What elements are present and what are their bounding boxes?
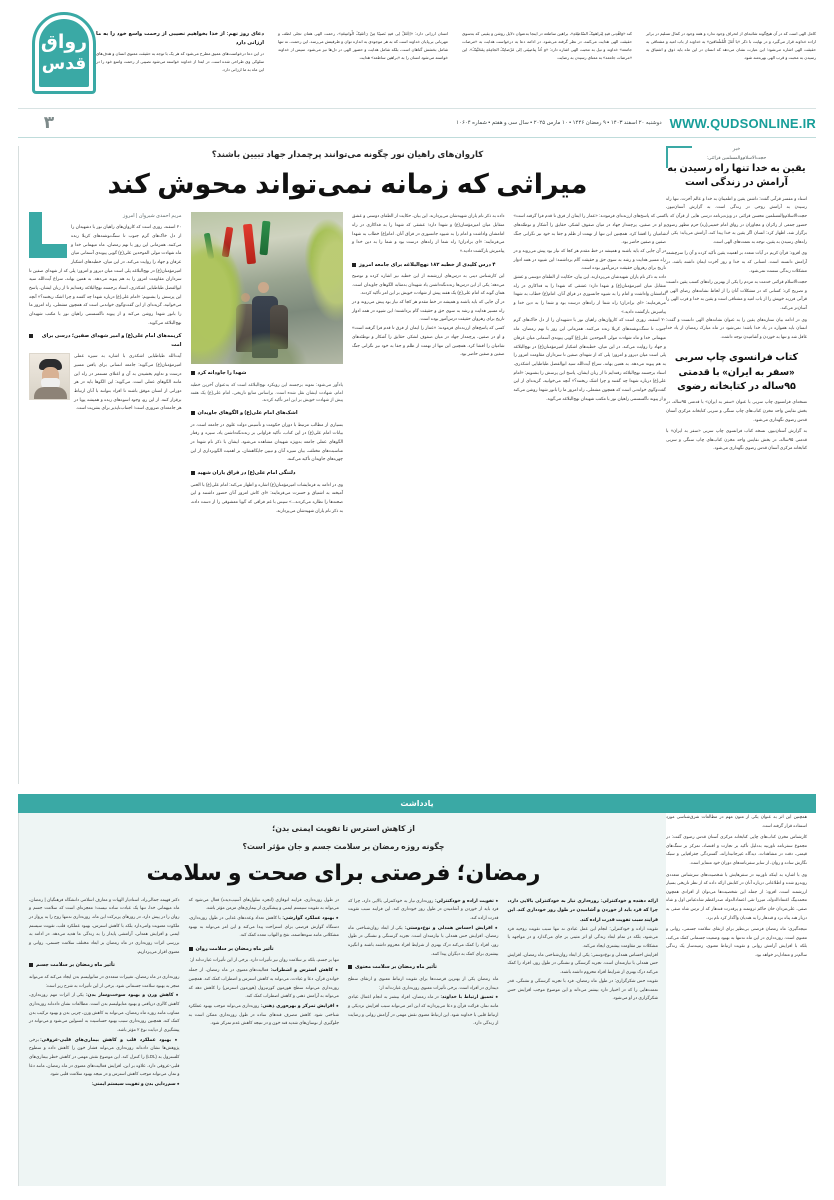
bullet-item (348, 896, 499, 923)
drop-cap-icon (29, 212, 67, 258)
story-bottom-paragraph: تقویت حس شکرگزاری: در طول ماه رمضان، فرد با تجربه گرسنگی و تشنگی، قدر نعمت‌هایی را که در اختیار دارد بیشتر می‌داند و این موضوع موجب افزایش حس شکرگزاری در او می‌شود. (507, 977, 658, 1001)
brief-paragraph: استاد و مفسر قرآنی گفت: داشتن یقین و اطمینان به خدا و عالم آخرت، تنها راه رسیدن به آرامش روحی در زندگی است. به گزارش آستان‌نیوز، حجت‌الاسلام‌والمسلمین محسن قرائتی در ویژه‌برنامه درسی هایی از قرآن که با حضور جمعی از زائران و مجاوران در رواق امام خمینی(ره) حرم مطهر رضوی برگزار شد، اظهار کرد: انسان اگر یقین به خدا پیدا کند، آرامش می‌یابد؛ یکی از راه‌های رسیدن به یقین، توجه به نعمت‌های الهی است. (666, 195, 807, 244)
brief-paragraph: به گزارش آستان‌نیوز، نسخه کتاب فرانسوی چاپ سربی «سفر به ایران» با قدمتی ۹۵ساله، در بخش نفایس واحد مخزن کتاب‌های چاپ سنگی و سربی کتابخانه مرکزی آستان قدس رضوی نگهداری می‌شود. (666, 428, 807, 451)
brief-paragraph: همچنین این اثر به عنوان یکی از متون مهم در مطالعات شرق‌شناسی مورد استفاده قرار گرفته است. (666, 814, 807, 828)
bullet-text: روزه‌داری می‌تواند موجب بهبود عملکرد شناختی شود. کاهش مصرف قندهای ساده در طول روزه‌داری ممکن است به جلوگیری از نوسان‌های شدید قند خون و در نتیجه کاهش عدم تمرکز شود. (188, 1002, 339, 1026)
story-top-body: کسی که پاسخ‌های ارزنده‌ای فرمودند: «عمار را ایمان از فرق تا قدم فرا گرفته است» و او در صفین، پرچمدار جهاد در میان صفوف لشکر، حقایق را آشکار و توطئه‌های شامیان را افشا کرد. همچنین ابن تنها از تهمت از ظلم و جفا به خود نیز نگرانی جنگ صفین و صفین حاضر بود. (352, 325, 505, 357)
bullet-item (189, 913, 340, 940)
square-bullet-icon (352, 263, 356, 267)
story-photo (191, 212, 344, 364)
round-bullet-icon: ● (335, 967, 340, 973)
subhead-intro: ماه رمضان یکی از بهترین فرصت‌ها برای تقویت ارتباط معنوی و ارتقای سطح دینداری در افراد است. برخی تأثیرات معنوی روزه‌داری عبارت‌اند از: (348, 975, 499, 990)
round-bullet-icon: ● (335, 1002, 339, 1008)
bullet-item (29, 1079, 180, 1089)
story-subhead (29, 332, 182, 349)
round-bullet-icon: ● (494, 924, 499, 930)
section-bar-label: یادداشت (400, 799, 434, 808)
subhead-intro: تنها بر جسم، بلکه بر سلامت روان نیز تأثیرات دارد. برخی از این تأثیرات عبارت‌اند از: (189, 957, 339, 963)
story-bottom (18, 813, 666, 1186)
story-top-lead: ۲۰ اسفند، روزی است که کاروان‌های راهیان نور با دشهیدان را از دل خاک‌های گرم جنوب تا سنگ‌نوشته‌های کربلا زنده می‌کنند. همزمانی این روز با نهم رمضان، ماه میهمانی خدا و ماه شهادت مولی الموحدین علی(ع) گویی پیوندی آسمانی میان عرفان و جهاد را روایت می‌کند. در این میان، خطبه‌های اشکبار امیرمؤمنان(ع) در نهج‌البلاغه پلی است میان دیروز و امروز؛ پلی که از شهدای صفین تا سرداران مقاومت امروز را به هم پیوند می‌دهد. به همین بهانه، سراغ آیت‌الله سید ابوالفضل طباطبایی اشکذری، استاد برجسته نهج‌البلاغه رفته‌ایم تا از زبان ایشان، پاسخ این پرسش را بشنویم: «امام علی(ع) درباره شهدا چه گفتند و چرا اشک ریختند؟» آنچه می‌خوانید، گزیده‌ای از این گفت‌وگوی خواندنی است که همچون مشعلی، راه امروز ما را بانور شهدا روشن می‌کند و از پیوند ناگسستنی راهیان نور با مکتب شهیدان نهج‌البلاغه می‌گوید. (29, 224, 182, 325)
story-top-body: داده به ذکر نام یاران شهیدشان می‌پردازند. این بیان، حکایت از الطفای دوستی و عشق متقابل میان امیرمؤمنان(ع) و شهدا دارد؛ عشقی که شهدا را به فداکاری در راه امامشان واداشت و امام را به شیوه جانسوزی در فراق آنان. امام(ع) خطاب به شهدا می‌فرمایند: «ای برادران! راه شما از راه‌های درست بود و شما را به دین خدا و پیامبرش بازگشت دادید.» (513, 274, 666, 314)
story-column (189, 896, 340, 1178)
square-bullet-icon (191, 411, 195, 415)
subhead-text: شهدا را جاودانه کرد (197, 370, 247, 377)
bullet-title: ارائه دهنده و خودکنترلی: روزه‌داری نیاز به خودکنترلی بالایی دارد، چرا که فرد باید از خوردن و آشامیدن در طول روز خودداری کند. این فرایند سبب تقویت قدرت اراده کند. (507, 897, 658, 922)
story-top-body: در آن جایی که باید باشند و همیشه در خط مقدم هر کجا که نیاز بود پیش می‌روند و در راه مسیر هدایت و رشد به سوی حق و حقیقت گام برداشتند؛ این شیوه در همه ادوار تاریخ برای رهروان حقیقت درس‌آموز بوده است. (352, 299, 505, 322)
story-top-sub-body: آیت‌الله طباطبایی اشکذری با اشاره به سیره عملی امیرمؤمنان(ع) می‌گوید: جامعه انسانی برای یافتن مسیر درست و تداوم بخشیدن به آن و اعتلای مستمر در راه این مانند الگوهای عملی است. می‌گوید: این الگوها باید در هر دورانی از انسان موفق باشند تا افراد بتوانند با آنان ارتباط برقرار کنند. از این رو، وجود اسوه‌های زنده و همیشه پویا در هر جامعه‌ای ضروری است؛ اجتناب‌ناپذیر برای بشریت است. (74, 353, 182, 411)
square-bullet-icon (29, 334, 33, 338)
page-body (18, 146, 816, 1186)
bullet-title: تعمیق ارتباط با خداوند: (440, 994, 494, 1000)
story-bottom-paragraph: تقویت اراده و خودکنترلی: انجام این عمل عبادی نه تنها سبب تقویت روحیه فرد می‌شود، بلکه در تمام ابعاد زندگی او اثر مثبتی بر جای می‌گذارد و در مواجهه با مشکلات نیز مقاومت بیشتری ایجاد می‌کند. (507, 925, 658, 949)
bullet-title: تقویت اراده و خودکنترلی: (434, 897, 494, 903)
story-subhead (189, 945, 340, 953)
story-top-body: کسی که پاسخ‌های ارزنده‌ای فرمودند: «عمار را ایمان از فرق تا قدم فرا گرفته است» و او در صفین، پرچمدار جهاد در میان صفوف لشکر، حقایق را آشکار و توطئه‌های شامیان را افشا کرد. همچنین ابن تنها از تهمت از ظلم و جفا به خود نیز نگرانی جنگ صفین و صفین حاضر بود. (513, 213, 666, 245)
bullet-item (348, 992, 499, 1028)
story-top (18, 146, 666, 784)
round-bullet-icon: ● (335, 915, 339, 920)
subhead-text: دلتنگی امام علی(ع) در فراق یاران شهید (197, 470, 296, 477)
date-bar (18, 108, 816, 138)
subhead-text: ۴ درس کلیدی از خطبه ۱۸۲ نهج‌البلاغه برای جامعه امروز (359, 261, 496, 268)
publication-logo (32, 12, 96, 94)
brief-body (666, 195, 807, 342)
bullet-item (29, 990, 180, 1034)
section-bar (18, 794, 816, 813)
robe-shape (34, 387, 67, 399)
bullet-title: افزایش احساس همدلی و نوع‌دوستی: (404, 924, 493, 930)
story-top-sub-body: بسیاری از مطالب مرتبط با دوران حکومت و تأسیس دولت علوی در جامعه است. در بیانات امام علی(ع) در این کتاب، تأکید فراوانی بر زنده‌نگه‌داشتن یاد، سیره و رفتار الگوهای عملی جامعه به‌ویژه شهیدان مشاهده می‌شود. ایشان با ذکر نام شهدا در مناسبت‌های مختلف، بیان سیره آنان و تبیین جایگاهشان، بر اهمیت الگوبرداری از این چهره‌های جاویدان تأکید می‌کنند. (190, 421, 343, 462)
bullet-text: روزه‌داری نیاز به خودکنترلی بالایی دارد، چرا که فرد باید از خوردن و آشامیدن در طول روز خودداری کند. این فرایند سبب تقویت قدرت اراده کند. (348, 897, 499, 920)
story-bottom-kicker-1: از کاهش استرس تا تقویت ایمنی بدن؛ (272, 824, 415, 833)
masthead-columns (96, 12, 816, 74)
photo-caption-head (191, 369, 344, 377)
brief-paragraph: وی افزود: قرآن کریم در آیات متعدد بر اهمیت یقین تأکید کرده و آن را سرچشمه آرامش دانسته است. انسانی که به خدا و روز آخرت ایمان داشته باشد، در مشکلات زندگی سست نمی‌شود. (666, 250, 807, 273)
round-bullet-icon: ● (175, 992, 180, 998)
round-bullet-icon: ● (495, 897, 499, 903)
square-bullet-icon (189, 947, 193, 951)
masthead-column-text: کند «وَاهْدِنی فیهِ لِبَراهینِکَ السّاطِعَةِ»، براهین ساطعه در اینجا به‌عنوان دلایل روشن و یقینی که به‌سوی حقیقت الهی هدایت می‌کنند، در نظر گرفته می‌شود. در ادامه دعا به درخواست هدایت به «مرضات جامعه» خداوند و نیل به محبت الهی اشاره دارد: «وَ خُذْ بِناصِیَتی اِلی مَرْضاتِکَ الجامِعَةِ بِمَحَبَّتِکَ». این «مرضات جامعه» به معنای رسیدن به رضایت (462, 31, 632, 60)
story-top-byline (29, 212, 182, 221)
masthead-column (96, 30, 264, 74)
subhead-intro: روزه‌داری در ماه رمضان، تغییرات متعددی در متابولیسم بدن ایجاد می‌کند که می‌تواند منجر به بهبود سلامت جسمانی شود. برخی از این تأثیرات به شرح زیر است: (29, 973, 180, 988)
story-column (348, 896, 499, 1178)
subhead-text: تأثیر ماه رمضان بر سلامت روان (195, 946, 274, 953)
round-bullet-icon: ● (176, 1081, 180, 1087)
story-top-body: ۲۰ اسفند، روزی است که کاروان‌های راهیان نور با دشهیدان را از دل خاک‌های گرم جنوب تا سنگ‌نوشته‌های کربلا زنده می‌کنند. همزمانی این روز با نهم رمضان، ماه میهمانی خدا و ماه شهادت مولی الموحدین علی(ع) گویی پیوندی آسمانی میان عرفان و جهاد را روایت می‌کند. در این میان، خطبه‌های اشکبار امیرمؤمنان(ع) در نهج‌البلاغه پلی است میان دیروز و امروز؛ پلی که از شهدای صفین تا سرداران مقاومت امروز را به هم پیوند می‌دهد. به همین بهانه، سراغ آیت‌الله سید ابوالفضل طباطبایی اشکذری، استاد برجسته نهج‌البلاغه رفته‌ایم تا از زبان ایشان، پاسخ این پرسش را بشنویم: «امام علی(ع) درباره شهدا چه گفتند و چرا اشک ریختند؟» آنچه می‌خوانید، گزیده‌ای از این گفت‌وگوی خواندنی است که همچون مشعلی، راه امروز ما را بانور شهدا روشن می‌کند و از پیوند ناگسستنی راهیان نور با مکتب شهیدان نهج‌البلاغه می‌گوید. (513, 317, 666, 401)
bullet-item (189, 1001, 340, 1028)
story-column (29, 896, 180, 1178)
masthead-column-text: کامل الهی است که در آن هیچ‌گونه شائبه‌ای از انحراف وجود ندارد و همه وجود در کمال تسلیم در برابر اراده خداوند قرار می‌گیرد و در نهایت با ذکر «یا أَمَلَ الْمُشْتاقینَ» به خداوند از باب امید و مشتاقی به حقیقت الهی اشاره می‌شود؛ این عبارت نشان می‌دهد که انسان در این ماه باید ذوق و اشتیاق به رسیدن به محبت و قرب الهی بهره‌مند شود. (646, 31, 816, 60)
brief-paragraph: کارشناس مخزن کتاب‌های چاپی کتابخانه مرکزی آستان قدس رضوی گفت: در مجموع سفرنامه تاورنیه به‌دلیل تأکید بر تجارت و اقتصاد، تمرکز بر سنگ‌های قیمتی، دقت در مشاهدات، دیدگاه غیرجانبدارانه، گستردگی جغرافیایی و سبک نگارش ساده و روان، از سایر سفرنامه‌های دوران خود متمایز است. (666, 834, 807, 865)
story-bottom-kicker-2: چگونه روزه رمضان بر سلامت جسم و جان مؤثر است؟ (242, 842, 445, 852)
square-bullet-icon (348, 965, 352, 969)
story-top-sub-body: این کارشناس دینی به درس‌های ارزشمند از این خطبه نیز اشاره کرده و توضیح می‌دهد: یکی از این درس‌ها زنده‌نگه‌داشتن یاد شهیدان به‌مثابه الگوهای جاویدان است. همان گونه که امام علی(ع) یک هفته پیش از شهادت خویش بر این امر تأکید کردند. (352, 273, 505, 296)
bullet-text: در ماه رمضان، افراد بیشتر به انجام اعمال عبادی مانند نماز، قرائت قرآن و دعا می‌پردازند که این امر می‌تواند سبب افزایش نزدیکی و ارتباط قلبی با خداوند شود. این ارتباط معنوی نقش مهمی در آرامش روانی و رضایت از زندگی دارد. (348, 994, 499, 1026)
story-column (352, 212, 505, 784)
story-column (191, 212, 344, 784)
masthead-column (646, 30, 816, 74)
subhead-text: تأثیر ماه رمضان بر سلامت جسم (36, 962, 115, 969)
square-bullet-icon (29, 963, 33, 967)
logo-line-2: قدس (41, 54, 87, 74)
brief-paragraph: وی با اشاره به اینکه تاورنیه در سفرهایش با شخصیت‌های سرشناس متعددی روبه‌رو شده و اطلاعاتی درباره آنان در کتابش ارائه داده که از نظر تاریخی بسیار ارزشمند است، افزود: از جمله این شخصیت‌ها می‌توان از افرادی همچون محمدبیگ اعتمادالدوله، میرزا تقی اعتمادالدوله صدراعظم شاه‌عباس اول و شاه صفی، علی‌مردان خان حاکم ثروتمند و پرقدرت قندهار که از ترس شاه صفی به دربار هند پناه برد و قندهار را به هندیان واگذار کرد نام برد. (666, 871, 807, 920)
story-subhead (348, 963, 499, 971)
sidebar-briefs (666, 146, 816, 784)
subhead-text: تأثیر ماه رمضان بر سلامت معنوی (355, 964, 437, 971)
story-bottom-headline: رمضان؛ فرصتی برای صحت و سلامت (146, 859, 541, 885)
logo-inner (39, 19, 89, 87)
date-bar-left (452, 116, 816, 131)
story-bottom-columns (29, 896, 658, 1178)
round-bullet-icon: ● (495, 994, 499, 1000)
story-subhead (352, 261, 505, 269)
brief-title[interactable]: کتاب فرانسوی چاپ سربی «سفر به ایران» با قدمتی ۹۵ساله در کتابخانه رضوی (674, 352, 799, 393)
bullet-item (29, 1035, 180, 1079)
masthead-column (278, 30, 448, 74)
foliage-blur-overlay (191, 212, 344, 364)
photo-caption: یادآور می‌شود: نمونه برجسته این رویکرد نهج‌البلاغه است که به‌عنوان آخرین خطبه امام، شهادت ایشان نقل شده است. براساس منابع تاریخی، امام علی(ع) یک هفته پیش از شهادت خویش بر این امر تأکید کردند. (190, 381, 343, 403)
brief-item[interactable] (666, 146, 807, 341)
brief-paragraph: وی در ادامه بیان ستاره‌های یقین را به عنوان نشانه‌های الهی دانست و گفت: انسان باید همواره در یاد خدا باشد؛ نمی‌شود در ماه مبارک رمضان از یاد خدا غافل شد و تنها به خوردن و آشامیدن توجه داشت. (666, 316, 807, 339)
bullet-text: با کاهش تعداد وعده‌های غذایی در طول روزه‌داری، دستگاه گوارش فرصتی برای استراحت پیدا می‌کند و این امر می‌تواند به بهبود مشکلاتی مانند سوءهاضمه، نفخ و التهاب معده کمک کند. (188, 915, 339, 938)
bullet-text: در طول روزه‌داری، فرایند اتوفاژی (انجزه سلول‌های آسیب‌دیده) فعال می‌شود که می‌تواند به تقویت سیستم ایمنی و پیشگیری از بیماری‌های مزمن مؤثر باشد. (188, 896, 339, 911)
corner-bracket-icon (666, 146, 692, 168)
website-url[interactable]: WWW.QUDSONLINE.IR (669, 115, 816, 131)
story-bottom-paragraph: افزایش احساس همدلی و نوع‌دوستی: یکی از ابعاد روان‌شناختی ماه رمضان، افزایش حس همدلی با نیازمندان است. تجربه گرسنگی و تشنگی در طول روز، افراد را کمک می‌کند درک بهتری از شرایط افراد محروم داشته باشند. (507, 951, 658, 975)
top-story-block (18, 146, 816, 784)
subhead-text: اشک‌های امام علی(ع) و الگوهای جاویدان (197, 410, 298, 417)
subhead-text: کریمه‌های امام علی(ع) و امیر شهدای صفین؛ درسی برای امت (41, 333, 182, 348)
bullet-text: فعالیت‌های معنوی در ماه رمضان، از جمله خواندن قرآن، دعا و عبادت، می‌تواند به کاهش استرس و اضطراب کمک کند. همچنین روزه‌داری می‌تواند سطح هورمون کورتیزول (هورمون استرس) را کاهش دهد که می‌تواند به آرامش ذهنی و کاهش اضطراب کمک کند. (188, 967, 339, 999)
brief-title[interactable]: یقین به خدا تنها راه رسیدن به آرامش در زندگی است (667, 163, 806, 189)
bullet-title: کاهش استرس و اضطراب: (270, 967, 333, 973)
bullet-item (189, 965, 340, 1001)
brief-tag: خبر (732, 146, 741, 152)
story-subhead (29, 961, 180, 969)
logo-line-1: رواق (40, 32, 88, 54)
story-top-headline: میراثی که زمانه نمی‌تواند محوش کند (107, 168, 588, 199)
masthead-column (462, 30, 632, 74)
bullet-title: بهبود عملکرد گوارشی: (282, 915, 335, 920)
story-top-body: داده به ذکر نام یاران شهیدشان می‌پردازند. این بیان، حکایت از الطفای دوستی و عشق متقابل میان امیرمؤمنان(ع) و شهدا دارد؛ عشقی که شهدا را به فداکاری در راه امامشان واداشت و امام را به شیوه جانسوزی در فراق آنان. امام(ع) خطاب به شهدا می‌فرمایند: «ای برادران! راه شما از راه‌های درست بود و شما را به دین خدا و پیامبرش بازگشت دادید.» (352, 213, 505, 253)
bottom-story-block (18, 813, 816, 1186)
bullet-title: سم‌زدایی بدن و تقویت سیستم ایمنی: (91, 1081, 176, 1087)
masthead (0, 0, 834, 104)
story-bottom-byline: دکتر فهیمه جمالی‌راد، استادیار الهیات و معارف اسلامی دانشگاه فرهنگیان | رمضان، ماه میهمانی خدا، تنها یک عبادت ساده نیست؛ معجزه‌ای است که سلامت جسم و روان را در پیش دارد. در روزهای پربرکت این ماه، روزه‌داری نه‌تنها روح را به پرواز در ملکوت معنویت وامی‌دارد بلکه با کاهش استرس، بهبود عملکرد قلب، تقویت سیستم ایمنی و افزایش همدلی، آرامشی پایدار را به زندگی ما هدیه می‌دهد. در ادامه به بررسی اثرات روزه‌داری در ماه رمضان بر ابعاد مختلف سلامت جسمی، روانی و معنوی اقرار می‌پردازیم. (29, 896, 180, 954)
bullet-text: یکی از ابعاد روان‌شناختی ماه رمضان، افزایش حس همدلی با نیازمندان است. تجربه گرسنگی و تشنگی در طول روز، افراد را کمک می‌کند درک بهتری از شرایط افراد محروم داشته باشند و انگیزه بیشتری برای کمک به دیگران پیدا کنند. (348, 924, 499, 956)
page-number: ۳ (43, 113, 55, 132)
brief-paragraph: حجت‌الاسلام قرائتی خدمت به مردم را یکی از بهترین راه‌های کسب یقین دانست و تصریح کرد: کسانی که در مشکلات آنان را از لحاظ نشانه‌های رضای الهی و قرآنی فرزند خویش را از باب امید و مشتاقی است و یقین به خدا و قرب الهی را آسان‌تر می‌کند. (666, 279, 807, 310)
masthead-column-text: در این دعا درخواست‌های عمیق مطرح می‌شود که هر یک با توجه به حقیقت معنوی انسان و هدف‌های سلوکی وی طراحی شده است. در ابتدا از خداوند خواسته می‌شود نصیبی از رحمت واسع خود را در این ماه به ما ارزانی دارد. (96, 50, 264, 72)
brief-paragraph: نسخه‌ای فرانسوی چاپ سربی با عنوان «سفر به ایران» با قدمتی ۹۵ساله، در بخش نفایس واحد مخزن کتاب‌های چاپ سنگی و سربی کتابخانه مرکزی آستان قدس رضوی نگهداری می‌شود. (666, 399, 808, 422)
story-top-kicker: کاروان‌های راهیان نور چگونه می‌توانند پرچمدار جهاد تبیین باشند؟ (211, 149, 484, 159)
story-subhead (191, 469, 344, 477)
story-column (29, 212, 182, 784)
issue-date-line: دوشنبه ۲۰ اسفند ۱۴۰۳ ▪ ۹ رمضان ۱۴۴۶ ▪ ۱۰ مارس ۲۰۲۵ ▪ سال سی و هفتم ▪ شماره ۱۰۶۰۴ (456, 120, 662, 126)
masthead-column-text: انسان ارزانی دارد: «اِجْعَلْ لِی فیهِ نَصیبًا مِنْ رَحْمَتِکَ الْواسِعَةِ»، رحمت الهی همان تجلی لطف و مهربانی بی‌پایان خداوند است که به هر موجودی به اندازه توان و ظرفیتش می‌رسد. این رحمت، نه تنها شامل بخشش گناهان است، بلکه شامل هدایت و حضور الهی در دل‌ها نیز می‌شود. سپس از خداوند خواسته می‌شود انسان را به «براهین ساطعه» هدایت (278, 31, 448, 60)
story-column (514, 212, 667, 784)
masthead-column-title: دعای روز نهم: از خدا بخواهیم نصیبی از رحمت واسع خود را به ما ارزانی دارد (96, 31, 264, 46)
story-column (508, 896, 659, 1178)
portrait-photo (29, 353, 70, 400)
byline-text: مریم احمدی شیروان | امروز (122, 213, 182, 220)
brief-source: حجت‌الاسلام‌والمسلمین قرائتی: (706, 155, 767, 160)
brief-paragraph: نتیجه‌گیری: ماه رمضان فرصتی بی‌نظیر برای ارتقای سلامت جسمی، روانی و معنوی است. روزه‌داری در این ماه نه‌تنها به بهبود وضعیت جسمانی کمک می‌کند، بلکه با افزایش آرامش روانی و تقویت ارتباط معنوی، زمینه‌ساز یک زندگی سالم‌تر و متعادل‌تر خواهد بود. (666, 926, 807, 957)
sidebar-briefs-continued (666, 813, 816, 1186)
story-top-columns (29, 212, 666, 784)
bullet-item (348, 923, 499, 959)
brief-body (666, 398, 807, 453)
brief-item[interactable] (666, 351, 807, 453)
story-top-body: در آن جایی که باید باشند و همیشه در خط مقدم هر کجا که نیاز بود پیش می‌روند و در راه مسیر هدایت و رشد به سوی حق و حقیقت گام برداشتند؛ این شیوه در همه ادوار تاریخ برای رهروان حقیقت درس‌آموز بوده است. (513, 247, 666, 271)
bullet-text: برخی پژوهش‌ها نشان داده‌اند روزه‌داری می‌تواند فشار خون را کاهش داده و سطوح کلسترول بد (LDL) را کنترل کند. این موضوع نقش مهمی در کاهش خطر بیماری‌های قلبی-عروقی دارد. علاوه بر این، افزایش فعالیت‌های معنوی در ماه رمضان، مانند دعا و نماز، می‌تواند موجب کاهش استرس و در نتیجه بهبود سلامت قلبی شود. (29, 1036, 180, 1077)
bullet-text: یکی از اثرات مهم روزه‌داری، کاهش کالری دریافتی و بهبود متابولیسم بدن است. مطالعات نشان داده‌اند روزه‌داری متناوب مانند روزه ماه رمضان، می‌تواند به کاهش وزن، چربی بدن و بهبود ترکیب بدن کمک کند. همچنین روزه‌داری سبب بهبود حساسیت به انسولین می‌شود و می‌تواند در پیشگیری از دیابت نوع ۲ مؤثر باشد. (29, 992, 180, 1032)
bullet-title: کاهش وزن و بهبود سوخت‌وساز بدن: (86, 992, 174, 998)
bullet-item (508, 896, 659, 925)
bullet-title: افزایش تمرکز و بهره‌وری ذهنی: (260, 1002, 335, 1008)
round-bullet-icon: ● (174, 1036, 180, 1042)
brief-body (666, 813, 807, 960)
story-subhead (191, 409, 344, 417)
bullet-title: بهبود عملکرد قلب و کاهش بیماری‌های قلبی-عروقی: (40, 1036, 172, 1042)
square-bullet-icon (191, 371, 195, 375)
square-bullet-icon (191, 471, 195, 475)
story-top-sub-body: وی در ادامه به فرمایشات امیرمؤمنان(ع) اشاره و اظهار می‌کند: امام علی(ع) با الحنی آمیخته به اشتیاق و حسرت می‌فرمایند: «ای کاش امروز آنان حضور داشتند و این صحنه‌ها را نظاره می‌کردند...» سپس با غم فراقی که گویا معشوقی را از دست داده، به ذکر نام یاران شهیدشان می‌پردازند. (190, 481, 343, 513)
